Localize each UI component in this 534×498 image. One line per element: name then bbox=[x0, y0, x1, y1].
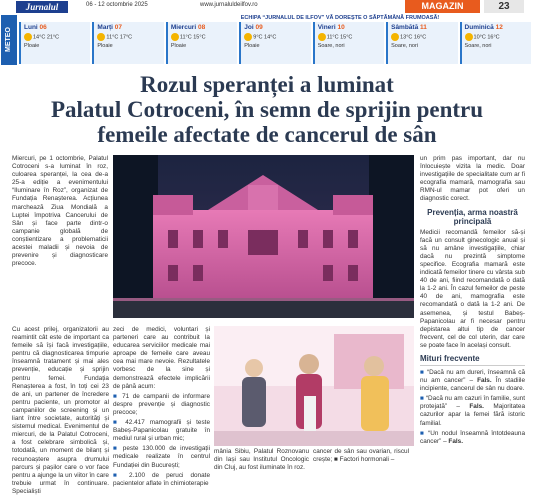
publication-logo: Jurnalul bbox=[16, 1, 68, 13]
section-subheading: Prevenția, arma noastră principală bbox=[427, 207, 518, 226]
weather-day-date: 08 bbox=[197, 24, 206, 31]
body-paragraph: Medicii recomandă femeilor să-și facă un consult ginecologic anual și să nu amâne investigațiile, chiar dacă nu prezintă simptome specifice. Ecografia mamară este indicată femeilor tinere cu vârsta sub 40 de ani, fiind recomandată o dată la 1-2 ani. În cazul femeilor de peste 40 de ani, mamografia este recomandată o dată la 1-2 ani. De asemenea, și testul Babeș-Papanicolau ar fi necesar pentru depistarea altui tip de cancer frecvent, cel de col uterin, dar care se poate face în același consult. bbox=[420, 228, 525, 349]
weather-day-name: Miercuri bbox=[170, 24, 197, 31]
body-paragraph: Cu acest prilej, organizatorii au reamintit cât este de important ca femeile să își facă investigațiile, pentru că diagnosticarea timpurie înseamnă tratament și mai ales prevenție, educație și sprijin pentru femei. Fundația Renașterea a fost, în toți cei 23 de ani, un partener de încredere pentru paciente, un promotor al campaniilor de screening și un liant între societate, autorități și sistemul medical. Evenimentul de miercuri, de la Palatul Cotroceni, a fost celebrare simbolică și, totodată, un moment de bilanț și recunoaștere asupra drumului parcurs și pașilor care o vor face pentru a ajunge la un viitor în care trebuie urmat în continuare. Specialiști bbox=[12, 326, 109, 495]
weather-desc: Ploaie bbox=[170, 43, 187, 49]
article-column bbox=[113, 326, 210, 490]
website-link[interactable]: www.jurnaluldeilfov.ro bbox=[200, 2, 258, 8]
palace-photo bbox=[113, 155, 414, 318]
issue-dates: 06 - 12 octombrie 2025 bbox=[86, 2, 148, 8]
page-header bbox=[0, 0, 534, 13]
rain-cloud-icon bbox=[171, 33, 179, 41]
weather-desc: Ploaie bbox=[97, 43, 113, 49]
weather-day-date: 07 bbox=[114, 24, 122, 31]
page-number: 23 bbox=[484, 0, 524, 13]
weather-tagline: ECHIPA “JURNALUL DE ILFOV” VĂ DOREȘTE O SĂPTĂMÂNĂ FRUMOASĂ! bbox=[240, 15, 440, 21]
body-paragraph: cancer de sân sau ovarian, riscul crește; ■ Factori hormonali – bbox=[313, 448, 409, 464]
list-item: ■ 2.100 de peruci donate pacientelor aflate în chimioterapie bbox=[113, 471, 210, 487]
weather-desc: Ploaie bbox=[244, 43, 260, 49]
weather-day-name: Marți bbox=[97, 24, 113, 31]
weather-side-label: METEO bbox=[1, 15, 17, 65]
headline-line: Palatul Cotroceni, în semn de sprijin pentru bbox=[50, 97, 484, 122]
weather-desc: Soare, nori bbox=[317, 43, 345, 49]
article-headline bbox=[10, 72, 524, 147]
weather-day bbox=[460, 22, 531, 64]
weather-temps: 10°C 16°C bbox=[473, 34, 500, 41]
sun-cloud-icon bbox=[391, 33, 399, 41]
weather-day-date: 09 bbox=[255, 24, 263, 31]
weather-day-date: 11 bbox=[420, 24, 427, 31]
section-subheading: Mituri frecvente bbox=[420, 354, 525, 366]
weather-temps: 11°C 15°C bbox=[179, 34, 206, 41]
event-illustration bbox=[214, 326, 414, 446]
list-item: ■ 42.417 mamografii și teste Babeș-Papanicolau gratuite în mediul rural și urban mic; bbox=[113, 419, 210, 443]
event-photo bbox=[214, 326, 414, 446]
sun-cloud-icon bbox=[465, 33, 473, 41]
bullet-icon: ■ bbox=[420, 395, 426, 403]
sun-cloud-icon bbox=[318, 33, 326, 41]
palace-illustration bbox=[113, 155, 414, 318]
bullet-icon: ■ bbox=[113, 471, 130, 479]
rain-cloud-icon bbox=[24, 33, 32, 41]
article-column-right bbox=[420, 155, 525, 448]
weather-day bbox=[386, 22, 457, 64]
bullet-icon: ■ bbox=[420, 429, 429, 437]
weather-temps: 9°C 14°C bbox=[253, 34, 277, 41]
list-item: ■ peste 130.000 de investigații medicale realizate în centrul Fundației din București; bbox=[113, 445, 210, 469]
weather-day-name: Luni bbox=[24, 24, 38, 31]
myth-item: ■ “Dacă nu am dureri, înseamnă că nu am cancer” – Fals. În stadiile incipiente, cancerul de sân nu doare. bbox=[420, 368, 526, 393]
weather-day bbox=[19, 22, 90, 64]
myth-item: ■ “Dacă nu am cazuri în familie, sunt protejată” – Fals. Majoritatea cazurilor apar la femei fără istoric familial. bbox=[420, 395, 526, 427]
weather-desc: Soare, nori bbox=[391, 43, 419, 49]
bullet-icon: ■ bbox=[113, 445, 123, 453]
intro-paragraph: Miercuri, pe 1 octombrie, Palatul Cotroceni s-a luminat în roz, culoarea speranței, la cea de-a 25-a ediție a evenimentului “Iluminare în Roz”, organizat de Fundația Renașterea. Acțiunea marchează Ziua Mondială a Luptei împotriva Cancerului de Sân și face parte dintr-o campanie globală de conștientizare a problematicii acestei maladii și nevoia de prevenire și diagnosticare precoce. bbox=[12, 155, 108, 268]
article-intro bbox=[12, 155, 108, 270]
article-column bbox=[12, 326, 109, 498]
weather-day-name: Sâmbătă bbox=[391, 24, 419, 31]
weather-temps: 11°C 15°C bbox=[326, 34, 353, 41]
weather-desc: Ploaie bbox=[24, 43, 40, 49]
weather-desc: Soare, nori bbox=[464, 43, 492, 49]
body-paragraph: zeci de medici, voluntari și parteneri care au contribuit la educarea serviciilor medicale mai aproape de femeile care aveau cea mai mare nevoie. Rezultatele vorbesc de la sine și demonstrează efectele implicării de până acum: bbox=[113, 326, 210, 390]
bullet-icon: ■ bbox=[113, 419, 126, 427]
weather-forecast bbox=[19, 22, 531, 64]
weather-day-date: 06 bbox=[39, 24, 47, 31]
weather-day-date: 10 bbox=[337, 24, 345, 31]
bullet-icon: ■ bbox=[113, 392, 123, 400]
weather-temps: 13°C 16°C bbox=[400, 34, 427, 41]
headline-line: femeile afectate de cancerul de sân bbox=[97, 122, 437, 147]
body-paragraph: mânia Sibiu, Palatul Roznovanu din Iași sau Institutul Oncologic din Cluj, au fost iluminate în roz. bbox=[214, 448, 309, 472]
weather-temps: 14°C 21°C bbox=[33, 34, 60, 41]
bullet-icon: ■ bbox=[420, 368, 427, 376]
weather-day-name: Vineri bbox=[317, 24, 336, 31]
article-column bbox=[313, 448, 409, 466]
rain-cloud-icon bbox=[244, 33, 252, 41]
weather-day-date: 12 bbox=[495, 24, 503, 31]
weather-day bbox=[239, 22, 310, 64]
myth-item: ■ “Un nodul înseamnă întotdeauna cancer” – Fals. bbox=[420, 429, 526, 445]
weather-day bbox=[313, 22, 384, 64]
weather-temps: 11°C 17°C bbox=[106, 34, 133, 41]
weather-day-name: Joi bbox=[244, 24, 254, 31]
body-paragraph: un prim pas important, dar nu înlocuiește vizita la medic. Doar investigațiile de specialitate cum ar fi ecografia mamară, mamografia sau RMN-ul mamar pot oferi un diagnostic corect. bbox=[420, 155, 525, 203]
weather-day bbox=[166, 22, 237, 64]
headline-line: Rozul speranței a luminat bbox=[140, 72, 394, 97]
rain-cloud-icon bbox=[97, 33, 105, 41]
weather-day-name: Duminică bbox=[464, 24, 494, 31]
weather-day bbox=[92, 22, 163, 64]
section-label: MAGAZIN bbox=[405, 0, 480, 13]
article-column bbox=[214, 448, 309, 474]
list-item: ■ 71 de campanii de informare despre prevenție și diagnostic precoce; bbox=[113, 392, 210, 416]
